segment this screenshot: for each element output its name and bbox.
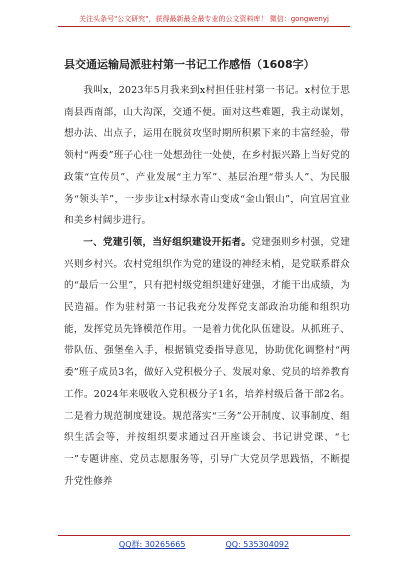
document-body	[64, 80, 350, 492]
intro-paragraph: 我叫x，2023年5月我来到x村担任驻村第一书记。x村位于思南县西南部，山大沟深，交通不便。面对这些难题，我主动谋划，想办法、出点子，运用在脱贫攻坚时期所积累下来的丰富经验，带领村“两委”班子心往一处想劲往一处使，在乡村振兴路上当好党的政策“宣传员”、产业发展“主力军”、基层治理“带头人”、为民服务“领头羊”，一步步让x村绿水青山变成“金山银山”，向宜居宜业和美乡村阔步进行。	[64, 85, 350, 227]
footer-qq-group[interactable]: QQ群: 30265665	[118, 540, 186, 549]
document-title: 县交通运输局派驻村第一书记工作感悟（1608字）	[64, 58, 315, 71]
footer-qq[interactable]: QQ: 535304092	[225, 540, 290, 549]
top-banner: 关注头条号"公文研究"，获得最新最全最专业的公文资料库！ 微信：gongwenyj	[58, 12, 350, 27]
section-1-body: 党建强则乡村强，党建兴则乡村兴。农村党组织作为党的建设的神经末梢，是党联系群众的“最后一公里”，只有把村级党组织建好建强，才能干出成绩，为民造福。作为驻村第一书记我充分发挥党支部政治功能和组织功能，发挥党员先锋模范作用。一是着力优化队伍建设。从抓班子、带队伍、强堡垒入手，根据镇党委指导意见，协助优化调整村“两委”班子成员3名，做好入党积极分子、发展对象、党员的培养教育工作。2024年来吸收入党积极分子1名，培养村级后备干部2名。二是着力规范制度建设。规范落实“三务”公开制度、议事制度、组织生活会等，并按组织要求通过召开座谈会、书记讲党课、“七一”专题讲座、党员志愿服务等，引导广大党员学思践悟，不断提升党性修养	[64, 236, 351, 487]
footer-divider	[58, 535, 350, 536]
section-1-heading: 一、党建引领，当好组织建设开拓者。	[83, 236, 252, 248]
section-1-paragraph	[64, 232, 350, 492]
footer	[58, 538, 350, 552]
